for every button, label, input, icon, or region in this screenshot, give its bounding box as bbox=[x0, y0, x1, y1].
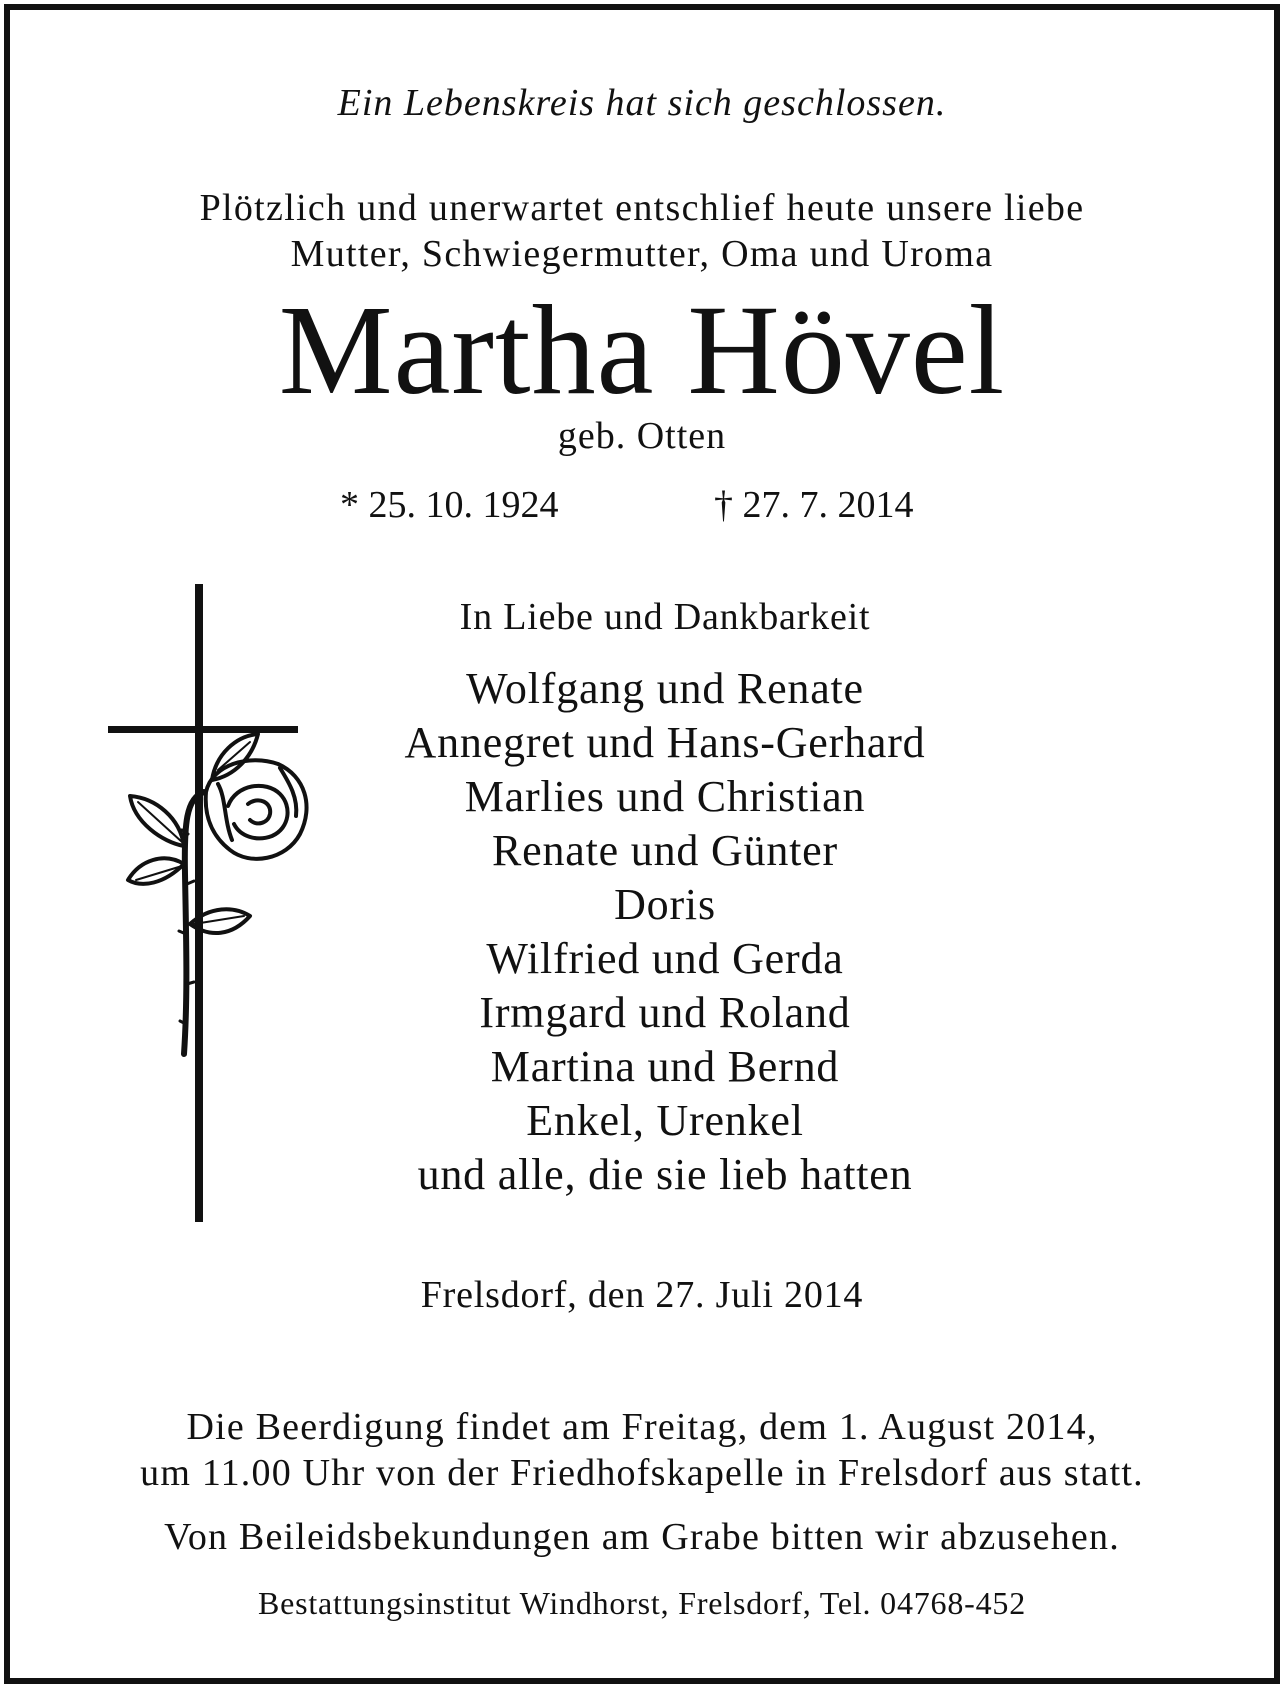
obituary-frame bbox=[4, 4, 1280, 1684]
funeral-info-line-2: um 11.00 Uhr von der Friedhofskapelle in Frelsdorf aus statt. bbox=[140, 1452, 1144, 1494]
cross-with-rose-icon bbox=[100, 584, 310, 1224]
intro-line-1: Plötzlich und unerwartet entschlief heute unsere liebe bbox=[199, 187, 1085, 229]
mourner-item: Doris bbox=[614, 880, 716, 929]
deceased-name: Martha Hövel bbox=[278, 279, 1006, 421]
maiden-name: geb. Otten bbox=[557, 415, 727, 457]
intro-line-2: Mutter, Schwiegermutter, Oma und Uroma bbox=[290, 233, 994, 275]
thanks-heading: In Liebe und Dankbarkeit bbox=[459, 596, 871, 638]
condolence-note: Von Beileidsbekundungen am Grabe bitten wir abzusehen. bbox=[164, 1516, 1120, 1558]
mourner-item: Annegret und Hans-Gerhard bbox=[404, 718, 926, 767]
mourners-list bbox=[310, 662, 1020, 1202]
funeral-info-line-1: Die Beerdigung findet am Freitag, dem 1. August 2014, bbox=[186, 1406, 1098, 1448]
death-date: † 27. 7. 2014 bbox=[714, 484, 914, 526]
mourner-item: Enkel, Urenkel bbox=[526, 1096, 804, 1145]
motto: Ein Lebenskreis hat sich geschlossen. bbox=[337, 82, 947, 124]
mourner-item: Irmgard und Roland bbox=[479, 988, 851, 1037]
place-and-date: Frelsdorf, den 27. Juli 2014 bbox=[420, 1274, 864, 1316]
mourner-item: Wilfried und Gerda bbox=[486, 934, 844, 983]
mourner-item: und alle, die sie lieb hatten bbox=[417, 1150, 913, 1199]
mourner-item: Martina und Bernd bbox=[490, 1042, 840, 1091]
mourner-item: Marlies und Christian bbox=[464, 772, 866, 821]
birth-date: * 25. 10. 1924 bbox=[340, 484, 559, 526]
undertaker-info: Bestattungsinstitut Windhorst, Frelsdorf, Tel. 04768-452 bbox=[257, 1585, 1027, 1621]
mourner-item: Renate und Günter bbox=[492, 826, 838, 875]
mourner-item: Wolfgang und Renate bbox=[466, 664, 864, 713]
